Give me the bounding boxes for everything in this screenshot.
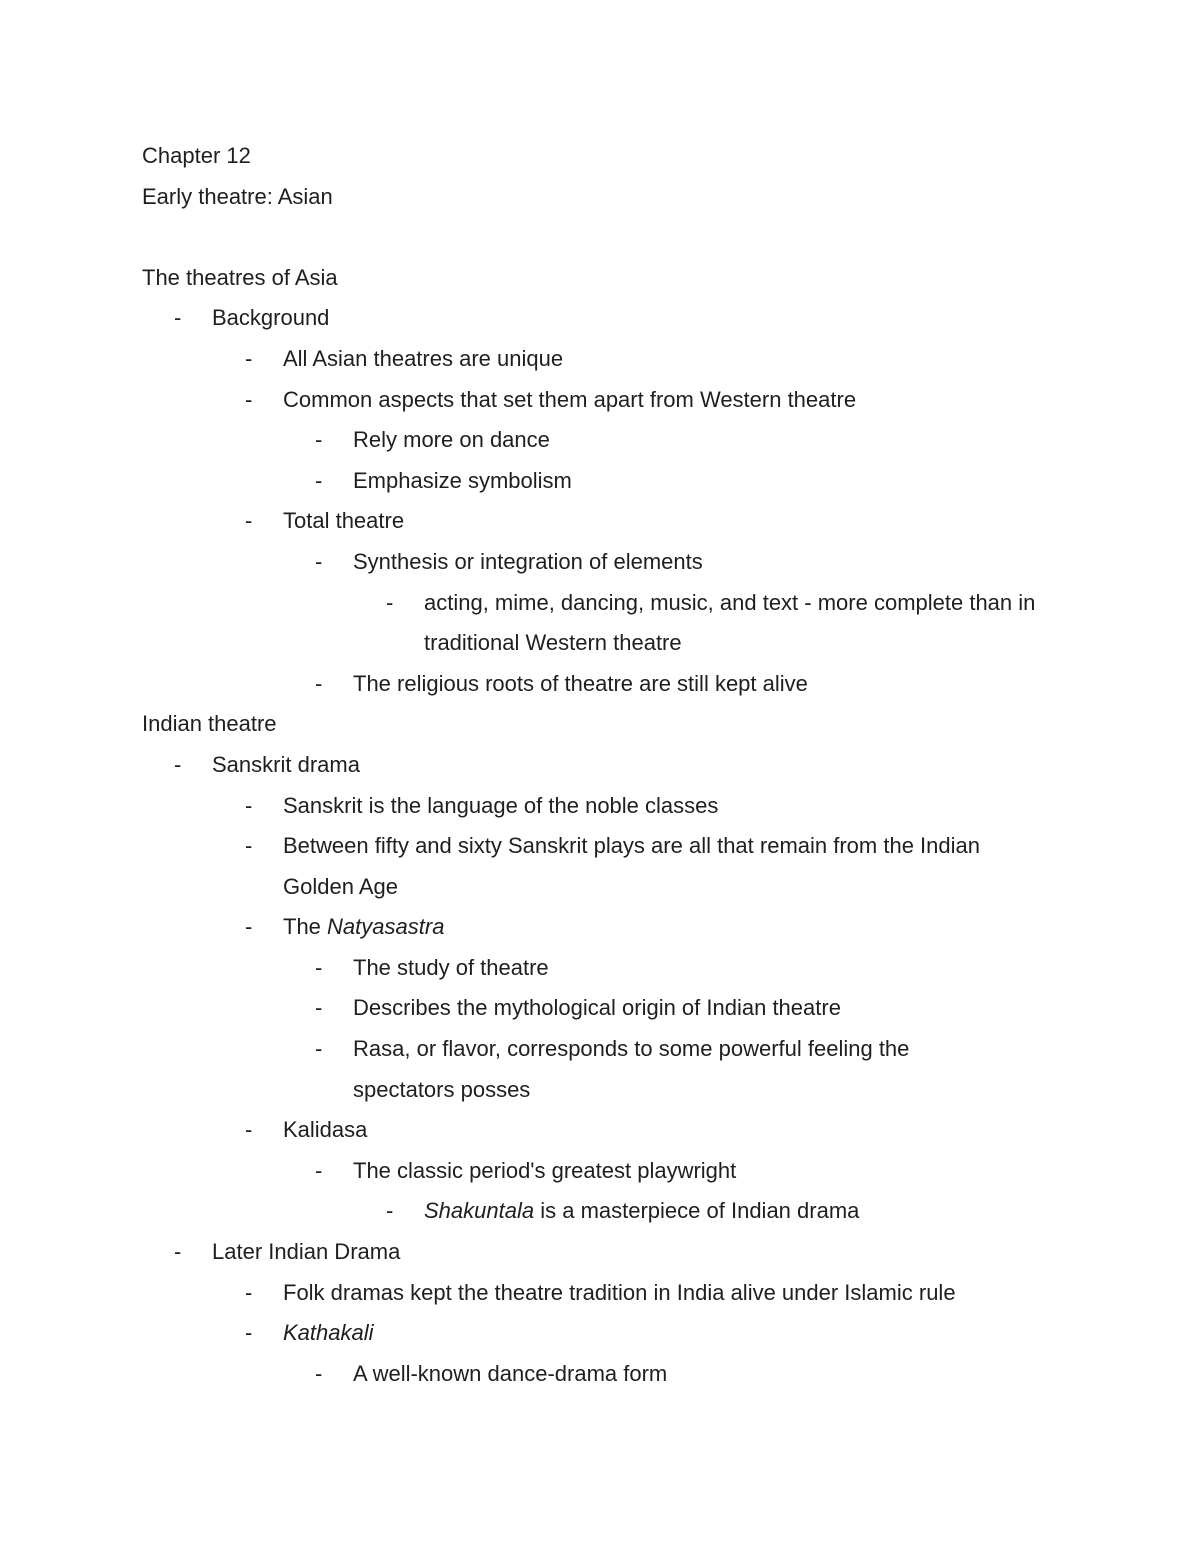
list-item xyxy=(142,948,1072,989)
document-body xyxy=(142,136,1072,1394)
list-item xyxy=(142,1273,1072,1314)
list-item-text: Rely more on dance xyxy=(353,427,550,453)
bullet-dash: - xyxy=(245,1279,253,1305)
list-item xyxy=(142,1191,1072,1232)
bullet-dash: - xyxy=(174,751,182,777)
list-item xyxy=(142,461,1072,502)
natyasastra-title: Natyasastra xyxy=(327,914,445,940)
list-item xyxy=(142,339,1072,380)
list-item xyxy=(142,988,1072,1029)
bullet-dash: - xyxy=(245,1117,253,1143)
natyasastra-prefix: The xyxy=(283,914,321,940)
list-item xyxy=(142,1029,1072,1110)
bullet-dash: - xyxy=(245,792,253,818)
list-item xyxy=(142,664,1072,705)
bullet-dash: - xyxy=(386,1198,394,1224)
list-item-text: Synthesis or integration of elements xyxy=(353,548,703,574)
bullet-dash: - xyxy=(315,548,323,574)
list-item xyxy=(142,1354,1072,1395)
list-item xyxy=(142,1313,1072,1354)
list-item-text: The religious roots of theatre are still kept alive xyxy=(353,670,808,696)
bullet-dash: - xyxy=(174,1239,182,1265)
list-item xyxy=(142,298,1072,339)
list-item xyxy=(142,745,1072,786)
list-item-text: Sanskrit is the language of the noble classes xyxy=(283,792,719,818)
list-item-text: A well-known dance-drama form xyxy=(353,1360,668,1386)
list-item-text: Describes the mythological origin of Indian theatre xyxy=(353,995,841,1021)
chapter-title: Chapter 12 xyxy=(142,143,251,168)
bullet-dash: - xyxy=(174,305,182,331)
list-item-text: Total theatre xyxy=(283,508,405,534)
bullet-dash: - xyxy=(245,508,253,534)
bullet-dash: - xyxy=(315,427,323,453)
list-item xyxy=(142,501,1072,542)
bullet-dash: - xyxy=(315,467,323,493)
bullet-dash: - xyxy=(315,1360,323,1386)
bullet-dash: - xyxy=(315,995,323,1021)
shakuntala-title: Shakuntala xyxy=(424,1198,535,1224)
blank-line xyxy=(142,217,1072,258)
list-item xyxy=(142,907,1072,948)
bullet-dash: - xyxy=(386,589,394,615)
bullet-dash: - xyxy=(245,833,253,859)
list-item xyxy=(142,786,1072,827)
list-item-text: Emphasize symbolism xyxy=(353,467,572,493)
list-item xyxy=(142,1232,1072,1273)
list-item-text: The study of theatre xyxy=(353,954,549,980)
bullet-dash: - xyxy=(245,345,253,371)
bullet-dash: - xyxy=(315,1036,323,1062)
list-item-text: Between fifty and sixty Sanskrit plays are all that remain from the Indian Golden Age xyxy=(283,833,980,899)
bullet-dash: - xyxy=(245,914,253,940)
list-item-text: Sanskrit drama xyxy=(212,751,360,777)
list-item-text: Common aspects that set them apart from Western theatre xyxy=(283,386,857,412)
list-item-text: All Asian theatres are unique xyxy=(283,345,564,371)
chapter-subtitle: Early theatre: Asian xyxy=(142,183,333,209)
list-item xyxy=(142,380,1072,421)
bullet-dash: - xyxy=(315,1157,323,1183)
list-item-text: Rasa, or flavor, corresponds to some powerful feeling the spectators posses xyxy=(353,1036,910,1102)
list-item-text: Folk dramas kept the theatre tradition in India alive under Islamic rule xyxy=(283,1279,956,1305)
list-item xyxy=(142,1151,1072,1192)
list-item-text xyxy=(424,1191,1064,1232)
bullet-dash: - xyxy=(315,670,323,696)
bullet-dash: - xyxy=(315,954,323,980)
section-heading-india: Indian theatre xyxy=(142,711,277,737)
bullet-dash: - xyxy=(245,1320,253,1346)
list-item-text: Kathakali xyxy=(283,1320,374,1346)
shakuntala-rest: is a masterpiece of Indian drama xyxy=(540,1198,860,1224)
list-item xyxy=(142,420,1072,461)
list-item-text: The classic period's greatest playwright xyxy=(353,1157,737,1183)
list-item xyxy=(142,1110,1072,1151)
list-item-text xyxy=(283,907,1072,948)
list-item-text: acting, mime, dancing, music, and text - more complete than in traditional Western theatre xyxy=(424,589,1036,656)
list-item xyxy=(142,826,1072,907)
bullet-dash: - xyxy=(245,386,253,412)
list-item-text: Later Indian Drama xyxy=(212,1239,401,1265)
section-heading-asia: The theatres of Asia xyxy=(142,264,338,290)
list-item xyxy=(142,542,1072,583)
list-item xyxy=(142,583,1072,664)
list-item-text: Background xyxy=(212,305,330,331)
list-item-text: Kalidasa xyxy=(283,1117,368,1143)
